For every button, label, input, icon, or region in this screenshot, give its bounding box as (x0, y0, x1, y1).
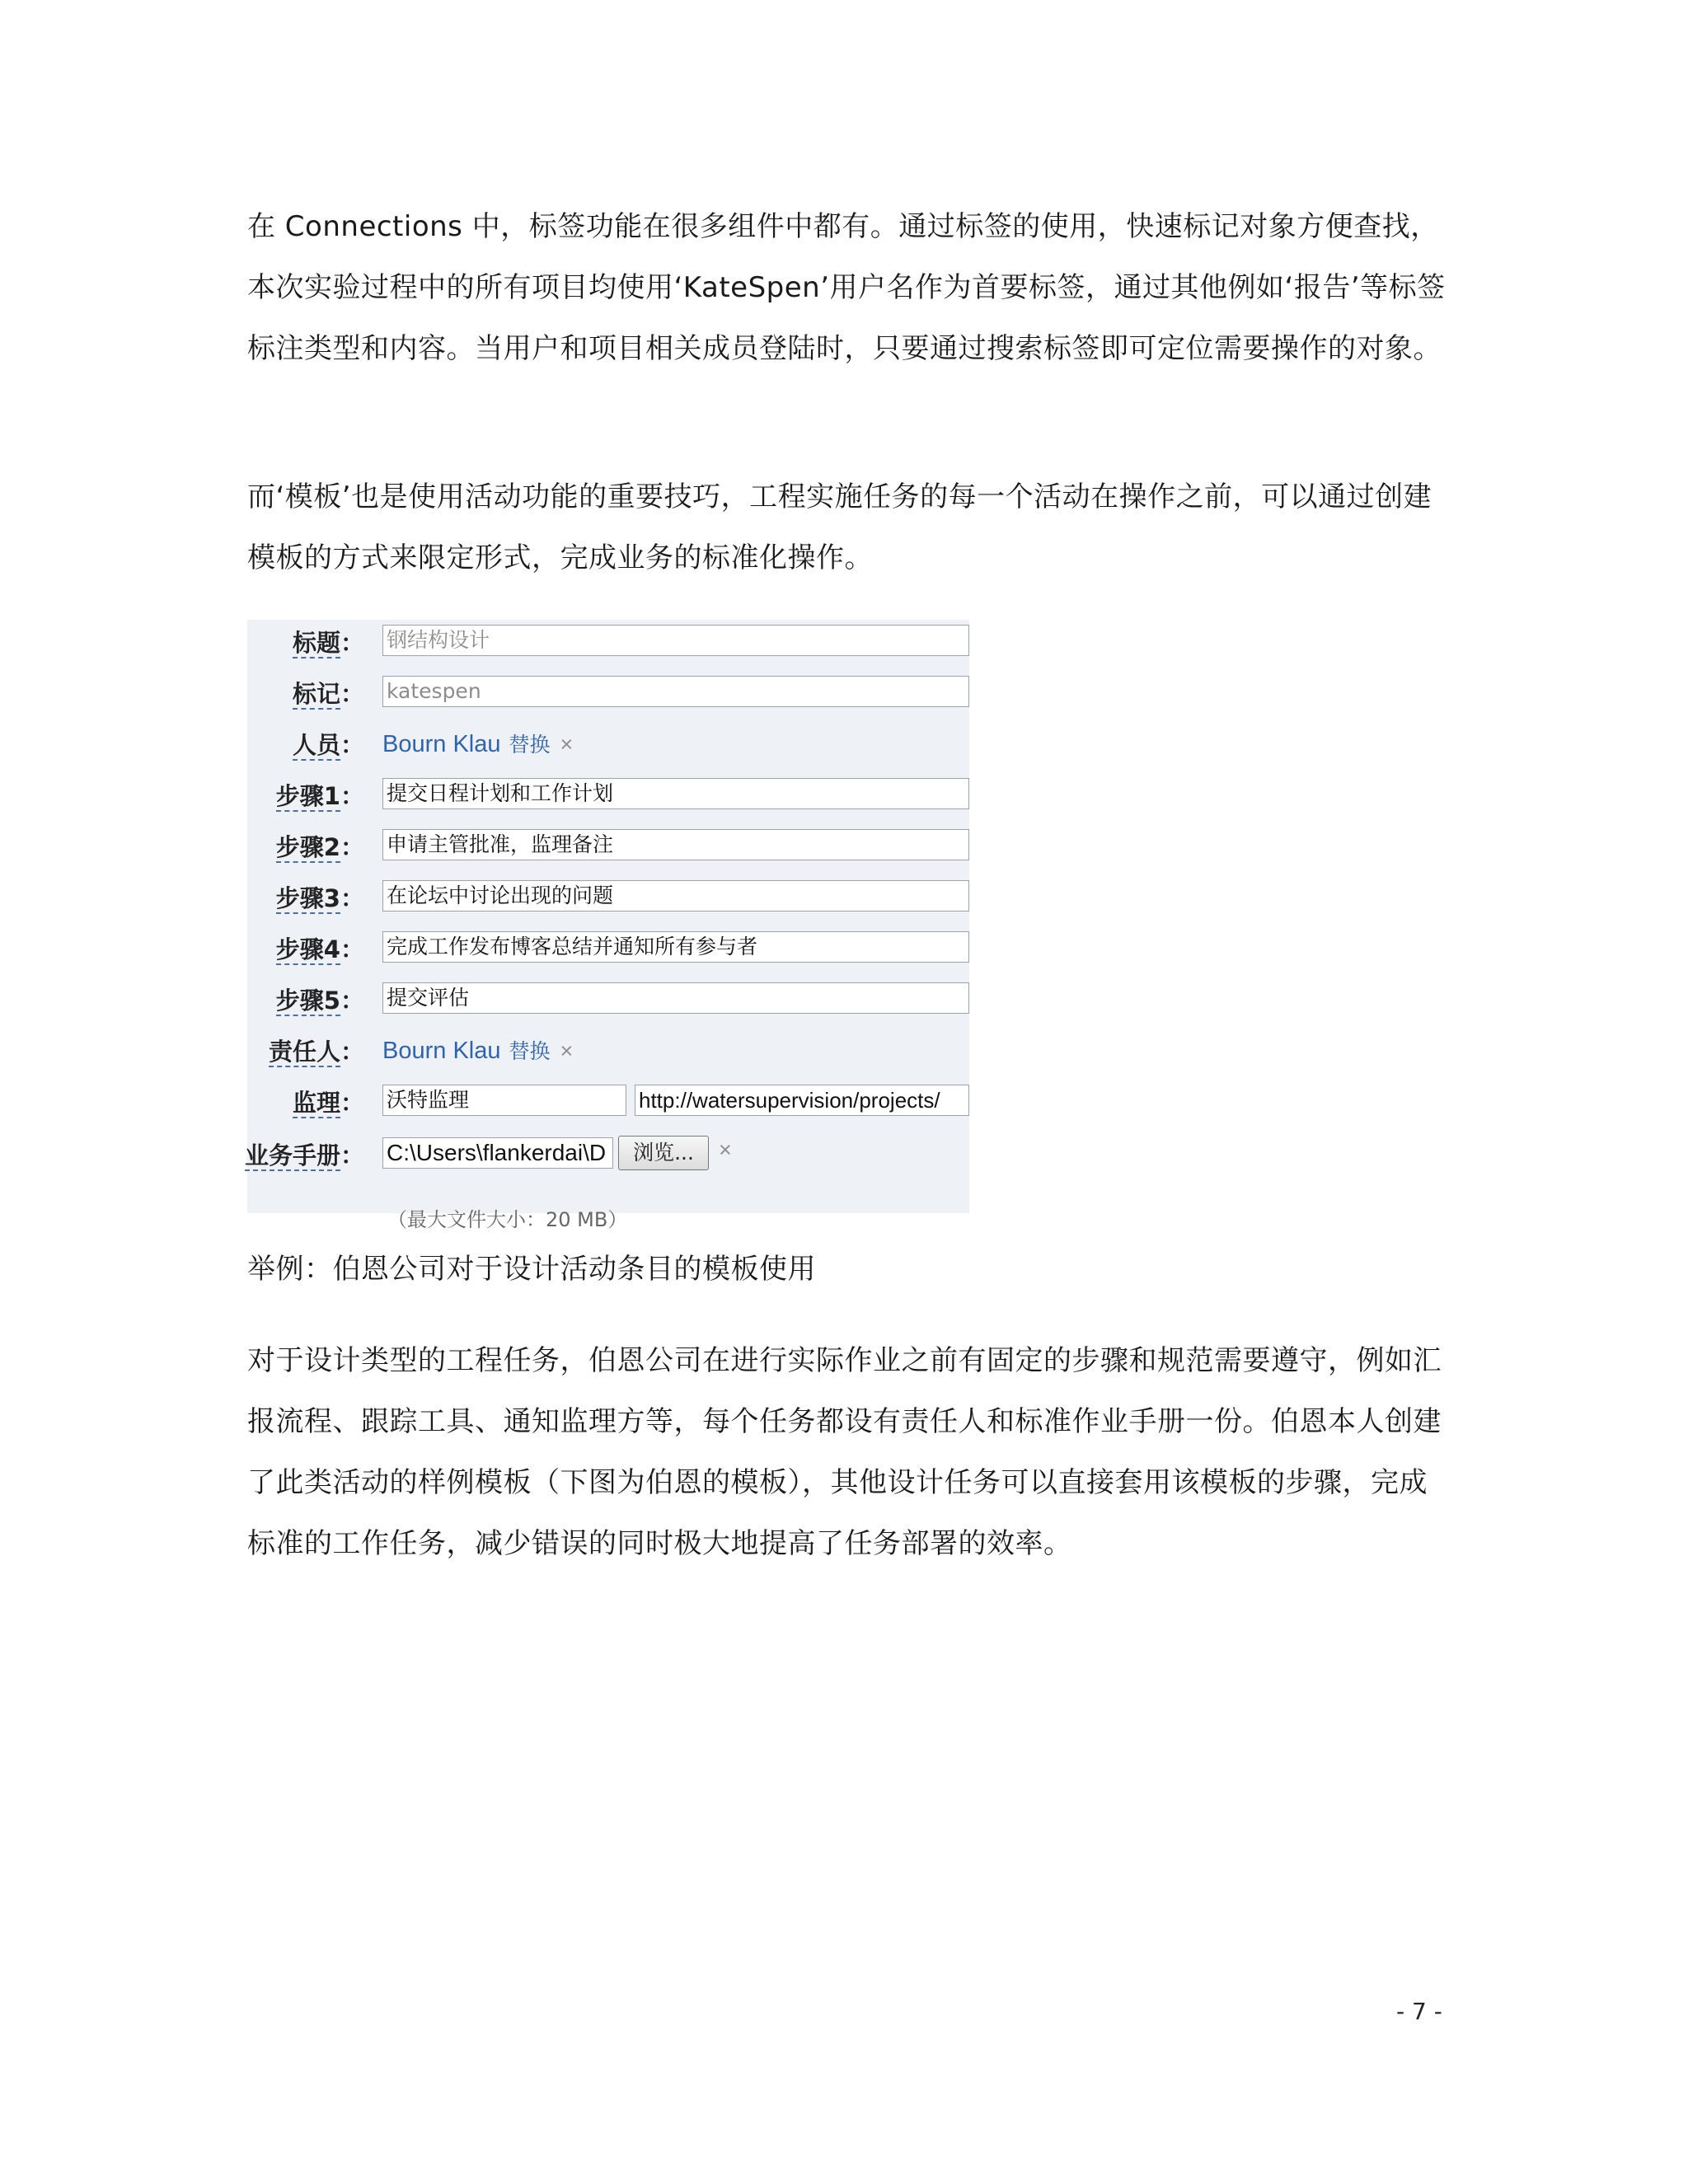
form-row-step5: 步骤5： 提交评估 (247, 977, 969, 1027)
owner-name-link[interactable]: Bourn Klau (382, 1038, 501, 1064)
tag-label: 标记 (292, 680, 340, 708)
template-form-screenshot (244, 620, 969, 1231)
figure-caption: 举例：伯恩公司对于设计活动条目的模板使用 (247, 1253, 816, 1286)
step4-label: 步骤4 (275, 935, 340, 963)
step1-input[interactable]: 提交日程计划和工作计划 (382, 778, 969, 809)
tag-input[interactable]: katespen (382, 676, 969, 707)
form-row-manual: 业务手册： C:\Users\flankerdai\D 浏览... × (244, 1137, 732, 1169)
body-paragraph-design-tasks: 对于设计类型的工程任务，伯恩公司在进行实际作业之前有固定的步骤和规范需要遵守，例如汇报流程、跟踪工具、通知监理方等，每个任务都设有责任人和标准作业手册一份。伯恩本人创建了此类活动的样例模板（下图为伯恩的模板），其他设计任务可以直接套用该模板的步骤，完成标准的工作任务，减少错误的同时极大地提高了任务部署的效率。 (247, 1344, 1442, 1560)
close-icon[interactable]: × (560, 732, 574, 757)
supervisor-url-input[interactable]: http://watersupervision/projects/ (635, 1085, 969, 1116)
form-row-people: 人员： Bourn Klau 替换 × (292, 731, 574, 759)
title-input[interactable]: 钢结构设计 (382, 625, 969, 656)
step2-input[interactable]: 申请主管批准，监理备注 (382, 829, 969, 860)
step5-label: 步骤5 (275, 987, 340, 1015)
supervisor-name-input[interactable]: 沃特监理 (382, 1085, 626, 1116)
step3-label: 步骤3 (275, 884, 340, 912)
manual-label: 业务手册 (244, 1141, 340, 1169)
form-row-owner: 责任人： Bourn Klau 替换 × (268, 1038, 574, 1066)
form-row-step2: 步骤2： 申请主管批准，监理备注 (247, 824, 969, 874)
form-row-tag: 标记： katespen (247, 671, 969, 720)
browse-button[interactable]: 浏览... (618, 1136, 709, 1170)
close-icon[interactable]: × (719, 1137, 732, 1162)
close-icon[interactable]: × (560, 1038, 574, 1063)
people-label: 人员 (292, 731, 340, 759)
people-replace-link[interactable]: 替换 (509, 733, 551, 757)
form-row-step3: 步骤3： 在论坛中讨论出现的问题 (247, 875, 969, 925)
form-row-step4: 步骤4： 完成工作发布博客总结并通知所有参与者 (247, 926, 969, 976)
form-row-step1: 步骤1： 提交日程计划和工作计划 (247, 773, 969, 823)
step5-input[interactable]: 提交评估 (382, 982, 969, 1014)
owner-label: 责任人 (268, 1038, 340, 1066)
title-label: 标题 (292, 629, 340, 657)
file-size-note: （最大文件大小：20 MB） (387, 1208, 628, 1231)
supervisor-label: 监理 (292, 1089, 340, 1117)
step2-label: 步骤2 (275, 833, 340, 861)
owner-replace-link[interactable]: 替换 (509, 1039, 551, 1063)
body-paragraph-tags: 在 Connections 中，标签功能在很多组件中都有。通过标签的使用，快速标记对象方便查找，本次实验过程中的所有项目均使用‘KateSpen’用户名作为首要标签，通过其他例如‘报告’等标签标注类型和内容。当用户和项目相关成员登陆时，只要通过搜索标签即可定位需要操作的对象。 (247, 210, 1446, 365)
page-number: - 7 - (1396, 1998, 1442, 2025)
step4-input[interactable]: 完成工作发布博客总结并通知所有参与者 (382, 931, 969, 963)
people-name-link[interactable]: Bourn Klau (382, 731, 501, 757)
step1-label: 步骤1 (275, 782, 340, 810)
step3-input[interactable]: 在论坛中讨论出现的问题 (382, 880, 969, 912)
manual-file-input[interactable]: C:\Users\flankerdai\D (382, 1137, 613, 1169)
form-row-supervisor: 监理： 沃特监理 http://watersupervision/projects/ (247, 1080, 969, 1129)
body-paragraph-templates: 而‘模板’也是使用活动功能的重要技巧，工程实施任务的每一个活动在操作之前，可以通过创建模板的方式来限定形式，完成业务的标准化操作。 (247, 480, 1432, 574)
form-row-title: 标题： 钢结构设计 (247, 620, 969, 669)
